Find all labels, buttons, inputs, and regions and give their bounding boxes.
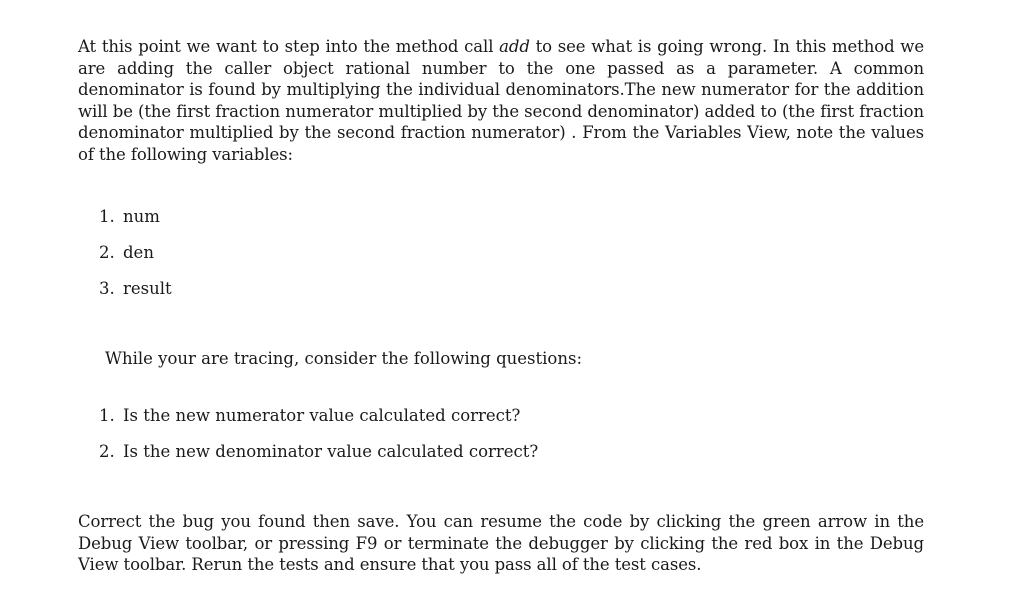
list-item <box>78 441 924 477</box>
question-text: Is the new numerator value calculated correct? <box>123 406 521 426</box>
variable-name: result <box>123 278 172 298</box>
question-text: Is the new denominator value calculated correct? <box>123 442 539 462</box>
tracing-prompt: While your are tracing, consider the following questions: <box>105 348 583 368</box>
list-number: 1. <box>99 406 115 426</box>
list-number: 2. <box>99 242 115 262</box>
list-item <box>78 278 924 314</box>
list-item <box>78 242 924 278</box>
intro-paragraph <box>78 36 924 166</box>
list-number: 1. <box>99 206 115 226</box>
document-page <box>78 36 924 576</box>
variable-name: den <box>123 242 154 262</box>
method-name: add <box>499 37 530 56</box>
variable-name: num <box>123 206 160 226</box>
questions-list <box>78 405 924 477</box>
conclusion-paragraph: Correct the bug you found then save. You can resume the code by clicking the green arrow in the Debug View toolbar, or pressing F9 or terminate the debugger by clicking the red box in the Debug View toolbar. Rerun the tests and ensure that you pass all of the test cases. <box>78 512 924 575</box>
list-number: 3. <box>99 278 115 298</box>
list-item <box>78 405 924 441</box>
intro-text-before: At this point we want to step into the method call <box>78 37 500 56</box>
list-item <box>78 206 924 242</box>
list-number: 2. <box>99 442 115 462</box>
intro-text-after: to see what is going wrong. In this method we are adding the caller object rational number to the one passed as a parameter. A common denominator is found by multiplying the individual denominators.The new numerator for the addition will be (the first fraction numerator multiplied by the second denominator) added to (the first fraction denominator multiplied by the second fraction numerator) . From the Variables View, note the values of the following variables: <box>78 37 924 164</box>
variables-list <box>78 206 924 314</box>
